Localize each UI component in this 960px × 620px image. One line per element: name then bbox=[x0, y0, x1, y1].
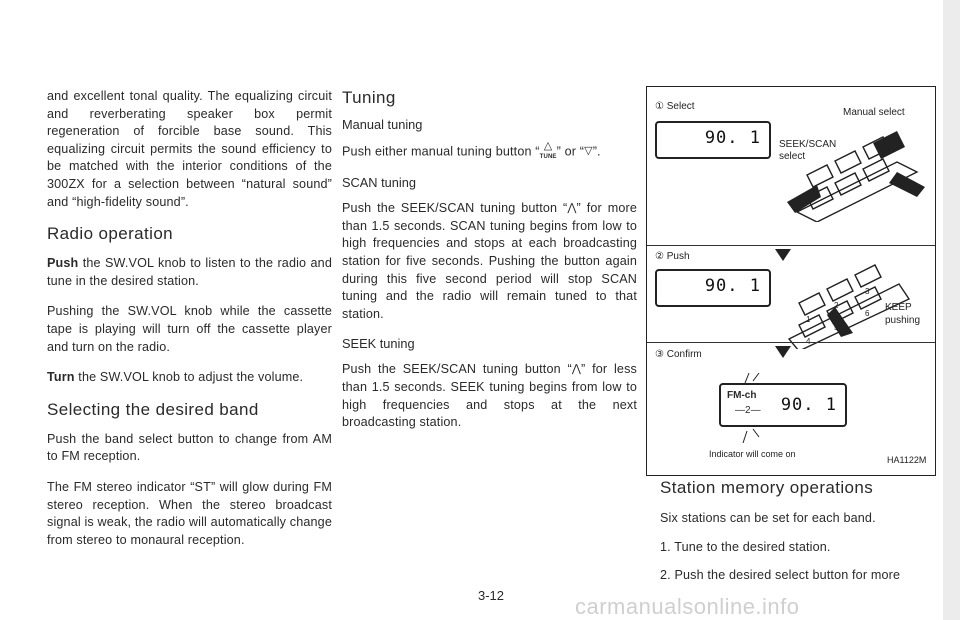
push-text: the SW.VOL knob to listen to the radio and tune in the desired station. bbox=[47, 256, 332, 288]
preset-button-label: 2 bbox=[834, 301, 839, 310]
fm-text: FM bbox=[727, 390, 742, 401]
preset-button-label: 4 bbox=[806, 337, 811, 346]
left-column bbox=[47, 88, 332, 562]
pushing-paragraph: Pushing the SW.VOL knob while the cassette tape is playing will turn off the cassette player and turn on the radio. bbox=[47, 304, 332, 354]
indicator-caption: Indicator will come on bbox=[709, 449, 796, 459]
select-text: select bbox=[779, 151, 806, 162]
manual-text-a: Push either manual tuning button “ bbox=[342, 144, 540, 159]
tune-down-icon: ▽ bbox=[584, 145, 593, 158]
push-bold: Push bbox=[47, 256, 79, 271]
indicator-rays bbox=[733, 369, 773, 449]
keep-pushing-label bbox=[885, 301, 920, 327]
page-number: 3-12 bbox=[478, 588, 505, 603]
radio-operation-heading: Radio operation bbox=[47, 224, 174, 244]
channel-number: 2 bbox=[745, 405, 751, 416]
manual-tuning-paragraph bbox=[342, 142, 637, 162]
ch-text: ch bbox=[744, 390, 757, 401]
middle-column bbox=[342, 88, 637, 445]
frequency-display-2 bbox=[655, 269, 771, 307]
display1-digits: 90. 1 bbox=[704, 128, 761, 148]
button-panel-1 bbox=[777, 117, 927, 222]
seek-tuning-paragraph bbox=[342, 361, 637, 432]
keep-text: KEEP bbox=[885, 302, 912, 313]
seek-scan-icon: ⋀ bbox=[571, 363, 582, 376]
fm-indicator: FM-ch bbox=[727, 390, 757, 401]
scan-tuning-subheading: SCAN tuning bbox=[342, 175, 416, 190]
band-paragraph: Push the band select button to change from AM to FM reception. bbox=[47, 431, 332, 464]
push-paragraph bbox=[47, 255, 332, 290]
tune-up-icon: △ TUNE bbox=[539, 140, 557, 160]
step1-label: ① Select bbox=[655, 101, 695, 112]
seek-text-a: Push the SEEK/SCAN tuning button “ bbox=[342, 362, 572, 377]
intro-paragraph: and excellent tonal quality. The equalizing circuit and reverberating speaker box permit regeneration of forcible base sound. This equalizing circuit permits the sound efficiency to be matched with the interior conditions of the 300ZX for a selection between “natural sound” and “high-fidelity sound”. bbox=[47, 89, 332, 209]
seek-scan-text: SEEK/SCAN bbox=[779, 139, 837, 150]
down-arrow-icon bbox=[775, 346, 791, 358]
manual-tuning-subheading: Manual tuning bbox=[342, 117, 423, 132]
step2-label: ② Push bbox=[655, 251, 690, 262]
scan-text-b: ” for more than 1.5 seconds. SCAN tuning begins from low to high frequencies and stops at each broadcasting station for five seconds. Pushing the button again during this five second period will stop SCAN tuning and the radio will remain tuned to that station. bbox=[342, 201, 637, 321]
scan-tuning-paragraph bbox=[342, 200, 637, 323]
preset-button-label: 5 bbox=[834, 323, 839, 332]
manual-select-label: Manual select bbox=[843, 107, 905, 118]
station-memory-heading: Station memory operations bbox=[660, 478, 874, 497]
station-memory-line3: 2. Push the desired select button for more bbox=[660, 568, 901, 583]
tuning-heading: Tuning bbox=[342, 88, 396, 107]
manual-text-c: ”. bbox=[592, 144, 601, 159]
manual-text-b: ” or “ bbox=[556, 144, 585, 159]
station-memory-section bbox=[660, 478, 950, 596]
frequency-display-1 bbox=[655, 121, 771, 159]
station-memory-line1: Six stations can be set for each band. bbox=[660, 511, 876, 525]
turn-paragraph bbox=[47, 369, 332, 387]
figure-code: HA1122M bbox=[887, 455, 927, 465]
panel-divider-1 bbox=[647, 245, 935, 246]
band-heading: Selecting the desired band bbox=[47, 399, 259, 419]
display3-digits: 90. 1 bbox=[780, 395, 837, 415]
tune-label: TUNE bbox=[539, 154, 557, 160]
display2-digits: 90. 1 bbox=[704, 276, 761, 296]
preset-button-label: 3 bbox=[865, 287, 870, 296]
preset-button-label: 1 bbox=[806, 315, 811, 324]
seek-text-b: ” for less than 1.5 seconds. SEEK tuning begins from low to high frequencies and stops at the next broadcasting station. bbox=[342, 362, 637, 430]
station-memory-line2: 1. Tune to the desired station. bbox=[660, 539, 831, 554]
turn-text: the SW.VOL knob to adjust the volume. bbox=[74, 370, 304, 385]
pushing-text: pushing bbox=[885, 315, 921, 326]
scan-text-a: Push the SEEK/SCAN tuning button “ bbox=[342, 201, 568, 216]
step3-label: ③ Confirm bbox=[655, 349, 702, 360]
radio-diagram bbox=[646, 86, 936, 476]
watermark: carmanualsonline.info bbox=[575, 594, 800, 619]
panel-divider-2 bbox=[647, 342, 935, 343]
stereo-paragraph: The FM stereo indicator “ST” will glow during FM stereo reception. When the stereo broadcast signal is weak, the radio will automatically change from stereo to monaural reception. bbox=[47, 479, 332, 547]
channel-indicator: —2— bbox=[735, 405, 761, 416]
preset-button-label: 6 bbox=[865, 309, 870, 318]
turn-bold: Turn bbox=[47, 370, 75, 385]
seek-tuning-subheading: SEEK tuning bbox=[342, 336, 415, 352]
seek-scan-icon: ⋀ bbox=[567, 202, 577, 214]
